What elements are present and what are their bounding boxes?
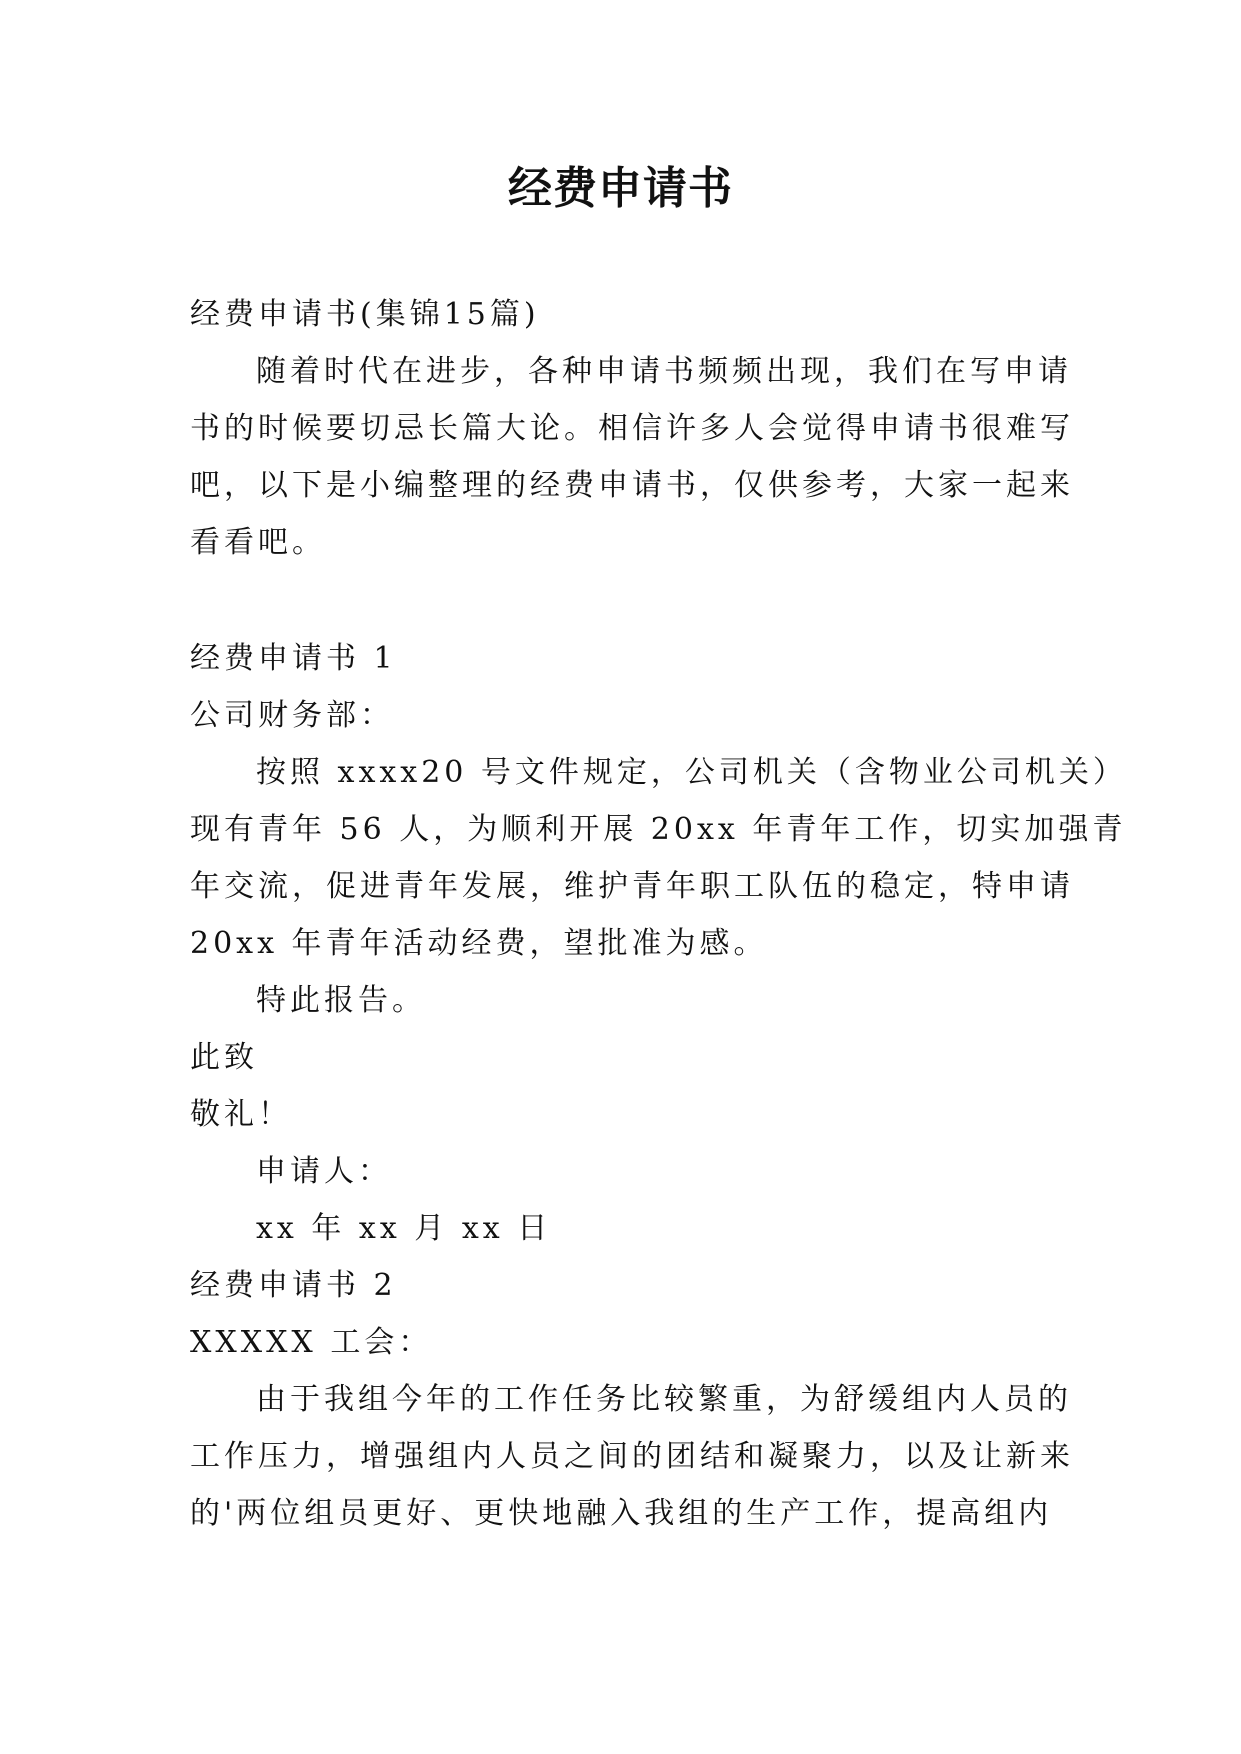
body-line-1: 按照 xxxx20 号文件规定，公司机关（含物业公司机关） [256, 755, 1127, 790]
document-title: 经费申请书 [508, 163, 733, 214]
report-line: 特此报告。 [256, 983, 426, 1018]
intro-line-2: 书的时候要切忌长篇大论。相信许多人会觉得申请书很难写 [190, 411, 1074, 446]
intro-line-3: 吧，以下是小编整理的经费申请书，仅供参考，大家一起来 [190, 468, 1074, 503]
subtitle-line: 经费申请书(集锦15篇) [190, 297, 540, 332]
section-heading-2: 经费申请书 2 [190, 1268, 397, 1303]
body-line-2: 现有青年 56 人，为顺利开展 20xx 年青年工作，切实加强青 [190, 812, 1127, 847]
body2-line-3: 的'两位组员更好、更快地融入我组的生产工作，提高组内 [190, 1496, 1053, 1531]
applicant-line: 申请人： [256, 1154, 392, 1189]
intro-line-1: 随着时代在进步，各种申请书频频出现，我们在写申请 [256, 354, 1072, 389]
body2-line-1: 由于我组今年的工作任务比较繁重，为舒缓组内人员的 [256, 1382, 1072, 1417]
closing-line-2: 敬礼！ [190, 1097, 292, 1132]
recipient-line-2: XXXXX 工会： [190, 1325, 433, 1360]
body2-line-2: 工作压力，增强组内人员之间的团结和凝聚力，以及让新来 [190, 1439, 1074, 1474]
body-line-4: 20xx 年青年活动经费，望批准为感。 [190, 926, 768, 961]
section-heading-1: 经费申请书 1 [190, 641, 397, 676]
body-line-3: 年交流，促进青年发展，维护青年职工队伍的稳定，特申请 [190, 869, 1074, 904]
recipient-line-1: 公司财务部： [190, 698, 394, 733]
closing-line-1: 此致 [190, 1040, 258, 1075]
date-line: xx 年 xx 月 xx 日 [256, 1211, 552, 1246]
intro-line-4: 看看吧。 [190, 525, 326, 560]
